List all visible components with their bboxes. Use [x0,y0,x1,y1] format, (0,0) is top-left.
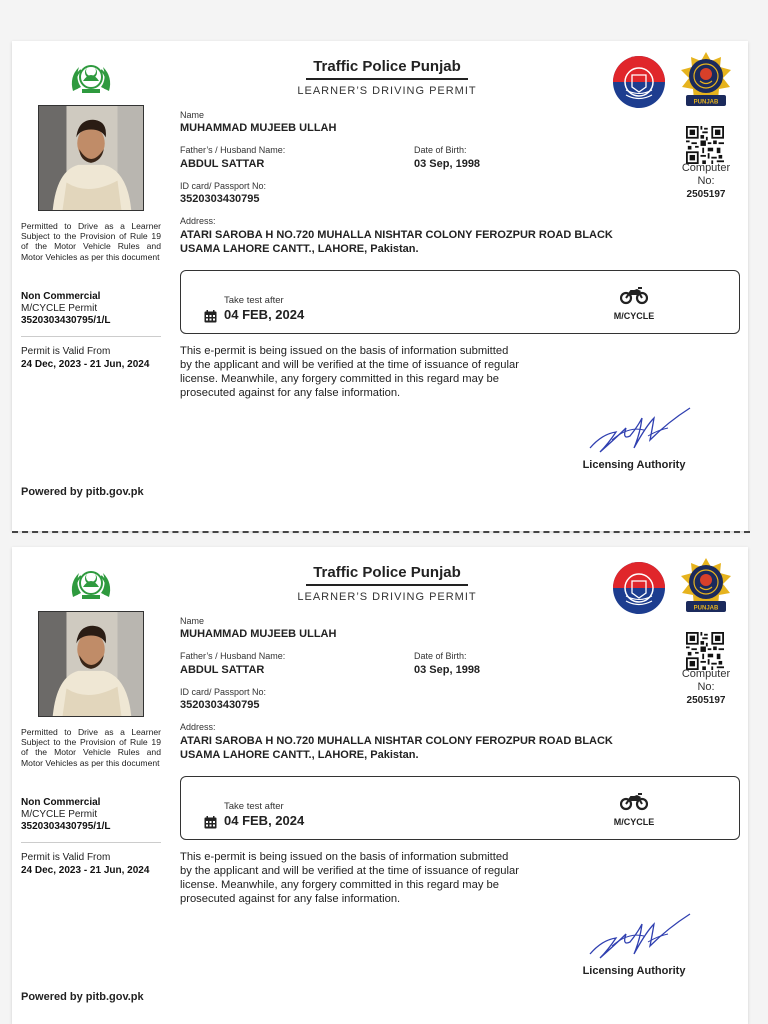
permit-type: M/CYCLE Permit [21,303,98,314]
permit-title: Traffic Police Punjab [313,564,461,581]
signature-icon [582,396,694,460]
address-label: Address: [180,216,216,226]
licensing-authority: Licensing Authority [582,965,686,977]
powered-by: Powered by pitb.gov.pk [21,486,144,498]
qr-code-icon [686,632,724,670]
motorcycle-icon [620,791,648,811]
vehicle-type: M/CYCLE [613,817,655,827]
permit-card [12,547,748,1024]
applicant-photo [38,105,144,211]
test-date-box [180,776,740,840]
powered-by: Powered by pitb.gov.pk [21,991,144,1003]
id-value: 3520303430795 [180,699,260,711]
test-date-box [180,270,740,334]
computer-no-label: Computer No: [681,162,731,187]
permit-category: Non Commercial [21,291,101,302]
dob-label: Date of Birth: [414,651,467,661]
computer-no-label: Computer No: [681,668,731,693]
address-label: Address: [180,722,216,732]
father-label: Father’s / Husband Name: [180,145,286,155]
name-label: Name [180,110,205,120]
id-value: 3520303430795 [180,193,260,205]
name-label: Name [180,616,205,626]
computer-no-value: 2505197 [686,695,726,706]
permit-subtitle: LEARNER’S DRIVING PERMIT [297,591,477,603]
address-value: ATARI SAROBA H NO.720 MUHALLA NISHTAR COLONY FEROZPUR ROAD BLACK USAMA LAHORE CANTT., LAHORE, Pakistan. [180,229,613,255]
licensing-authority: Licensing Authority [582,459,686,471]
divider [21,336,161,337]
motorcycle-icon [620,285,648,305]
validity-block [21,852,161,878]
traffic-police-logo-icon [680,557,732,615]
father-value: ABDUL SATTAR [180,158,265,170]
test-date-value: 04 FEB, 2024 [224,813,305,828]
punjab-emblem-icon [67,57,115,97]
calendar-icon [204,816,217,829]
father-label: Father’s / Husband Name: [180,651,286,661]
test-date-label: Take test after [224,801,284,812]
cut-line [12,531,750,533]
test-date-value: 04 FEB, 2024 [224,307,305,322]
name-value: MUHAMMAD MUJEEB ULLAH [180,628,337,640]
permit-title: Traffic Police Punjab [313,58,461,75]
permit-category: Non Commercial [21,797,101,808]
disclaimer-text: This e-permit is being issued on the basis of information submitted by the applicant and will be verified at the time of issuance of regular license. Meanwhile, any forgery committed in this regard may be prosecuted against for any false information. [180,851,519,905]
name-value: MUHAMMAD MUJEEB ULLAH [180,122,337,134]
traffic-logo-text: PUNJAB [693,605,719,612]
id-label: ID card/ Passport No: [180,181,267,191]
validity-block [21,346,161,372]
dob-value: 03 Sep, 1998 [414,158,481,170]
dob-label: Date of Birth: [414,145,467,155]
permit-number: 3520303430795/1/L [21,315,111,326]
permit-category-block [21,291,161,326]
validity-label: Permit is Valid From [21,852,111,863]
permit-number: 3520303430795/1/L [21,821,111,832]
signature-icon [582,902,694,966]
dob-value: 03 Sep, 1998 [414,664,481,676]
applicant-photo [38,611,144,717]
test-date-label: Take test after [224,295,284,306]
traffic-police-logo-icon [680,51,732,109]
divider [21,842,161,843]
permit-category-block [21,797,161,832]
id-label: ID card/ Passport No: [180,687,267,697]
permit-card [12,41,748,531]
punjab-police-logo-icon [612,561,666,615]
qr-code-icon [686,126,724,164]
permitted-text: Permitted to Drive as a Learner Subject to the Provision of Rule 19 of the Motor Vehicle Rules and Motor Vehicles as per this document [21,727,161,768]
permitted-text: Permitted to Drive as a Learner Subject to the Provision of Rule 19 of the Motor Vehicle Rules and Motor Vehicles as per this document [21,221,161,262]
validity-range: 24 Dec, 2023 - 21 Jun, 2024 [21,359,150,370]
disclaimer-text: This e-permit is being issued on the basis of information submitted by the applicant and will be verified at the time of issuance of regular license. Meanwhile, any forgery committed in this regard may be prosecuted against for any false information. [180,345,519,399]
permit-type: M/CYCLE Permit [21,809,98,820]
father-value: ABDUL SATTAR [180,664,265,676]
punjab-emblem-icon [67,563,115,603]
punjab-police-logo-icon [612,55,666,109]
validity-label: Permit is Valid From [21,346,111,357]
title-underline [306,584,468,586]
vehicle-type: M/CYCLE [613,311,655,321]
address-value: ATARI SAROBA H NO.720 MUHALLA NISHTAR COLONY FEROZPUR ROAD BLACK USAMA LAHORE CANTT., LAHORE, Pakistan. [180,735,613,761]
validity-range: 24 Dec, 2023 - 21 Jun, 2024 [21,865,150,876]
traffic-logo-text: PUNJAB [693,99,719,106]
computer-no-value: 2505197 [686,189,726,200]
calendar-icon [204,310,217,323]
title-underline [306,78,468,80]
permit-subtitle: LEARNER’S DRIVING PERMIT [297,85,477,97]
